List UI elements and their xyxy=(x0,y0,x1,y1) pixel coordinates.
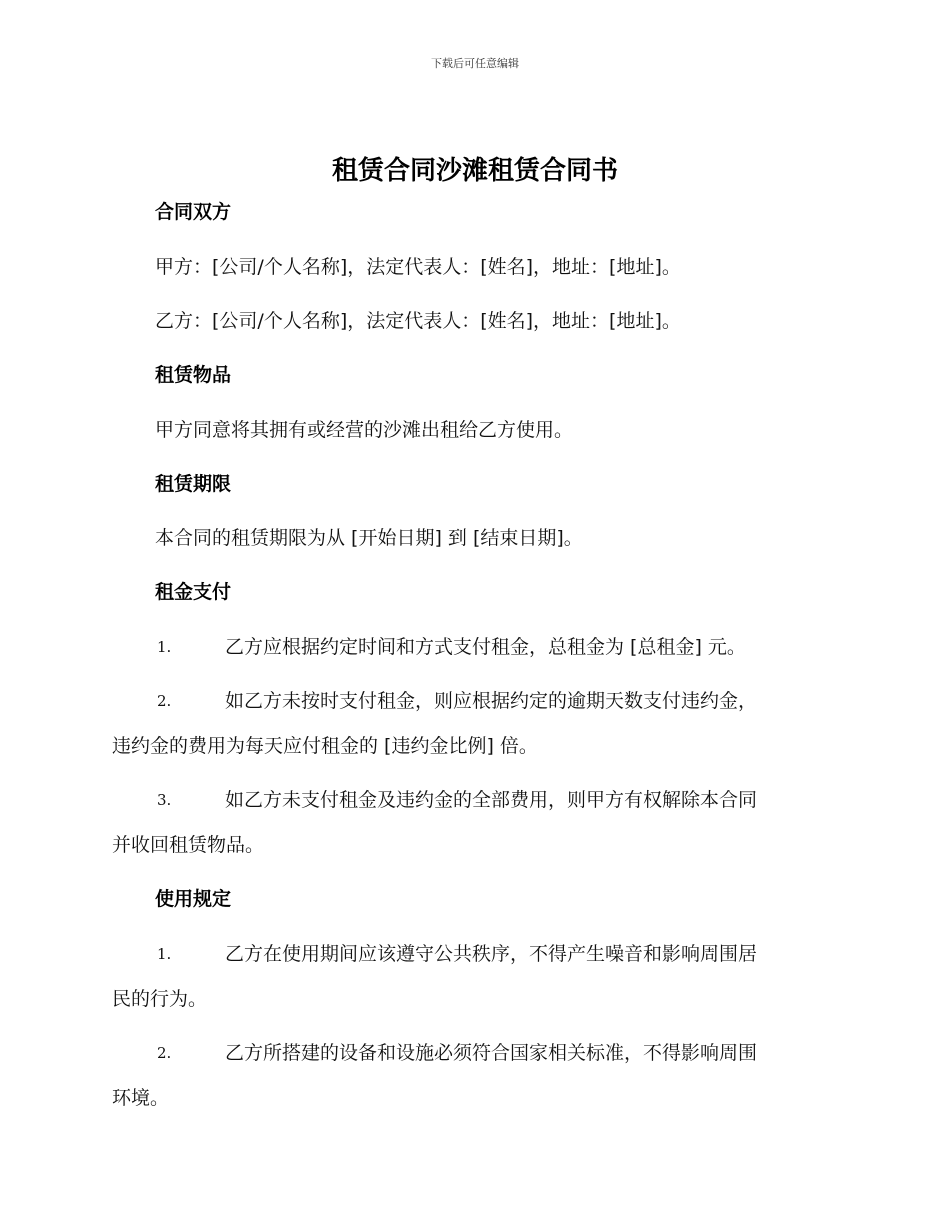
payment-clause-2-number: 2. xyxy=(157,692,172,710)
payment-clause-3-line-1: 如乙方未支付租金及违约金的全部费用，则甲方有权解除本合同 xyxy=(225,789,758,811)
section-heading-item: 租赁物品 xyxy=(155,364,232,386)
usage-clause-1-line-1: 乙方在使用期间应该遵守公共秩序，不得产生噪音和影响周围居 xyxy=(225,943,758,965)
payment-clause-3-number: 3. xyxy=(157,791,172,809)
section-heading-payment: 租金支付 xyxy=(155,581,232,603)
party-b-line: 乙方：[公司/个人名称]，法定代表人：[姓名]，地址：[地址]。 xyxy=(155,310,681,332)
usage-clause-1-number: 1. xyxy=(157,945,172,963)
term-text: 本合同的租赁期限为从 [开始日期] 到 [结束日期]。 xyxy=(155,527,583,549)
header-note: 下载后可任意编辑 xyxy=(431,57,519,70)
usage-clause-2-number: 2. xyxy=(157,1044,172,1062)
item-text: 甲方同意将其拥有或经营的沙滩出租给乙方使用。 xyxy=(155,419,574,441)
payment-clause-3-line-2: 并收回租赁物品。 xyxy=(112,834,265,856)
usage-clause-2-line-1: 乙方所搭建的设备和设施必须符合国家相关标准，不得影响周围 xyxy=(225,1042,758,1064)
section-heading-term: 租赁期限 xyxy=(155,473,232,495)
payment-clause-1-line-1: 乙方应根据约定时间和方式支付租金，总租金为 [总租金] 元。 xyxy=(225,636,746,658)
payment-clause-2-line-2: 违约金的费用为每天应付租金的 [违约金比例] 倍。 xyxy=(112,735,538,757)
usage-clause-1-line-2: 民的行为。 xyxy=(112,988,208,1010)
section-heading-usage: 使用规定 xyxy=(155,888,232,910)
payment-clause-2-line-1: 如乙方未按时支付租金，则应根据约定的逾期天数支付违约金， xyxy=(225,690,758,712)
usage-clause-2-line-2: 环境。 xyxy=(112,1087,170,1109)
document-title: 租赁合同沙滩租赁合同书 xyxy=(331,156,618,186)
party-a-line: 甲方：[公司/个人名称]，法定代表人：[姓名]，地址：[地址]。 xyxy=(155,256,681,278)
section-heading-parties: 合同双方 xyxy=(155,201,232,223)
payment-clause-1-number: 1. xyxy=(157,638,172,656)
